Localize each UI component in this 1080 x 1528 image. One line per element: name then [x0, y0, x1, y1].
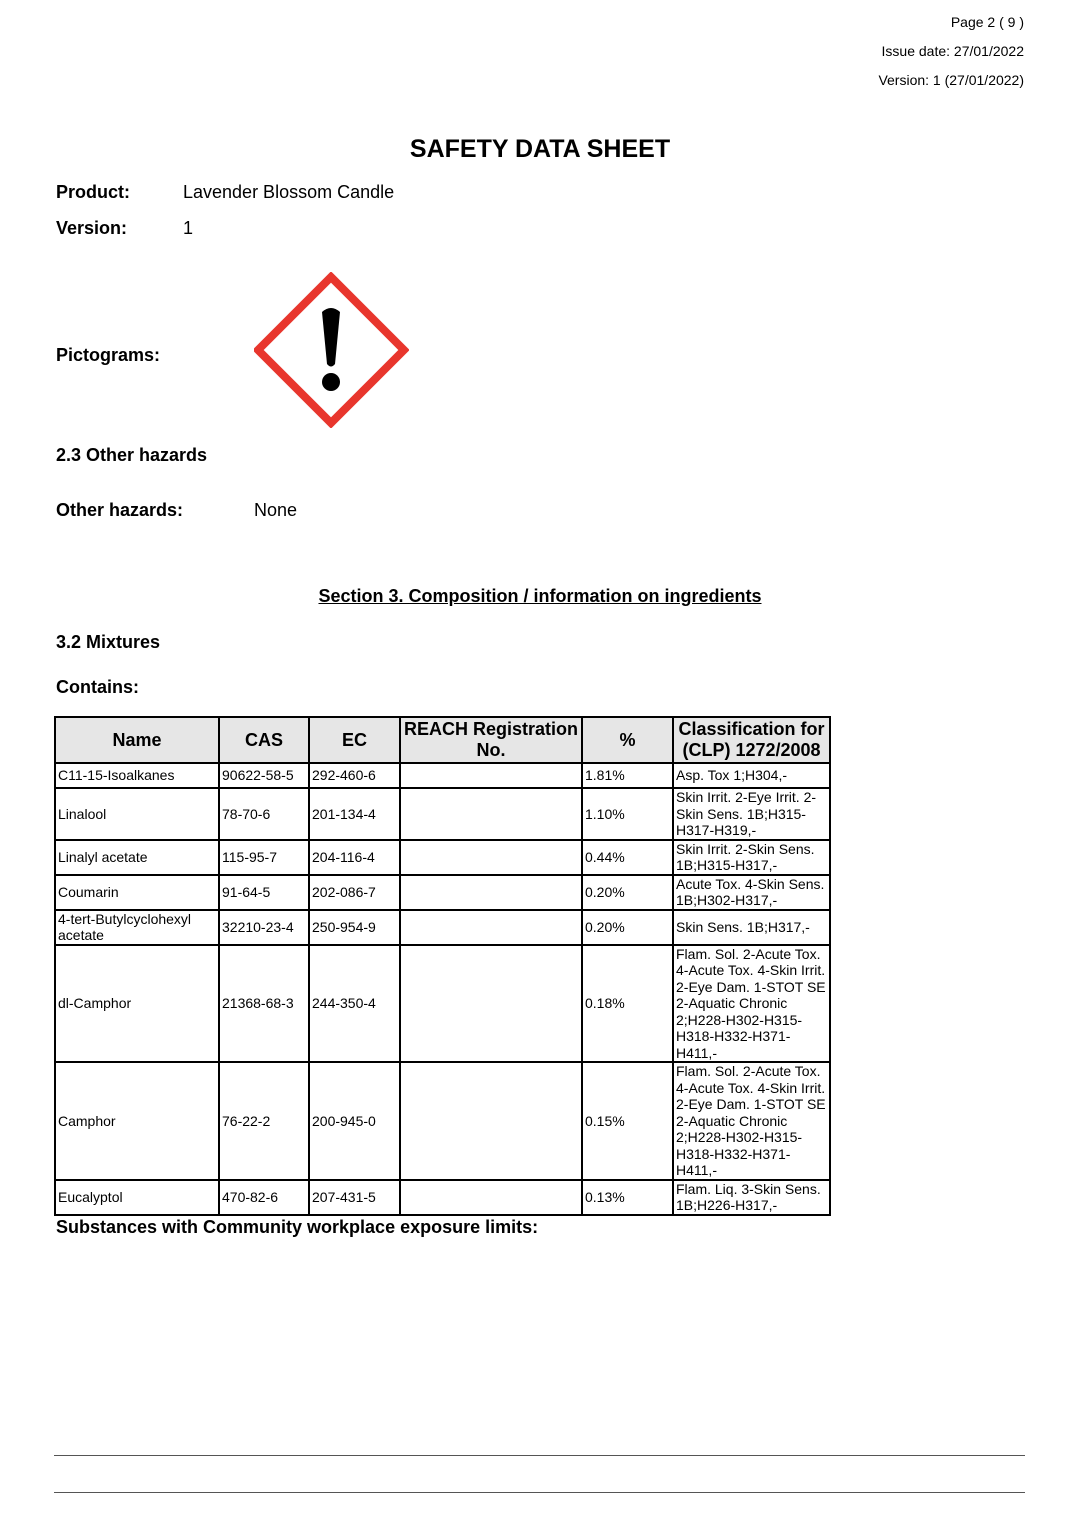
version-info: Version: 1 (27/01/2022)	[878, 72, 1024, 88]
cell-cas: 21368-68-3	[219, 945, 309, 1063]
cell-percent: 0.20%	[582, 875, 673, 910]
cell-name: 4-tert-Butylcyclohexyl acetate	[55, 910, 219, 945]
section3-title: Section 3. Composition / information on ingredients	[318, 586, 762, 606]
cell-percent: 1.10%	[582, 788, 673, 840]
cell-ec: 200-945-0	[309, 1062, 400, 1180]
col-header-cas: CAS	[219, 717, 309, 763]
cell-classification: Acute Tox. 4-Skin Sens. 1B;H302-H317,-	[673, 875, 830, 910]
cell-cas: 115-95-7	[219, 840, 309, 875]
footer-divider-bottom	[54, 1492, 1025, 1493]
cell-cas: 90622-58-5	[219, 763, 309, 788]
table-header-row	[55, 717, 830, 763]
cell-cas: 470-82-6	[219, 1180, 309, 1215]
cell-percent: 0.44%	[582, 840, 673, 875]
col-header-classification: Classification for (CLP) 1272/2008	[673, 717, 830, 763]
footer-divider-top	[54, 1455, 1025, 1456]
cell-ec: 244-350-4	[309, 945, 400, 1063]
cell-reach	[400, 875, 582, 910]
col-header-percent: %	[582, 717, 673, 763]
cell-classification: Skin Sens. 1B;H317,-	[673, 910, 830, 945]
page-number: Page 2 ( 9 )	[950, 14, 1024, 30]
cell-classification: Flam. Sol. 2-Acute Tox. 4-Acute Tox. 4-Skin Irrit. 2-Eye Dam. 1-STOT SE 2-Aquatic Chronic 2;H228-H302-H315-H318-H332-H371-H411,-	[673, 945, 830, 1063]
exposure-limits-heading: Substances with Community workplace exposure limits:	[56, 1217, 539, 1237]
cell-reach	[400, 1180, 582, 1215]
cell-percent: 0.18%	[582, 945, 673, 1063]
cell-percent: 0.20%	[582, 910, 673, 945]
other-hazards-label: Other hazards:	[56, 500, 184, 520]
cell-ec: 292-460-6	[309, 763, 400, 788]
cell-name: Eucalyptol	[55, 1180, 219, 1215]
cell-classification: Flam. Sol. 2-Acute Tox. 4-Acute Tox. 4-Skin Irrit. 2-Eye Dam. 1-STOT SE 2-Aquatic Chronic 2;H228-H302-H315-H318-H332-H371-H411,-	[673, 1062, 830, 1180]
cell-reach	[400, 788, 582, 840]
col-header-name: Name	[55, 717, 219, 763]
version-label: Version:	[56, 218, 128, 238]
cell-ec: 207-431-5	[309, 1180, 400, 1215]
cell-classification: Flam. Liq. 3-Skin Sens. 1B;H226-H317,-	[673, 1180, 830, 1215]
col-header-ec: EC	[309, 717, 400, 763]
cell-cas: 32210-23-4	[219, 910, 309, 945]
cell-name: Linalool	[55, 788, 219, 840]
version-value: 1	[183, 218, 194, 238]
other-hazards-heading: 2.3 Other hazards	[56, 445, 208, 465]
contains-label: Contains:	[56, 677, 139, 697]
cell-reach	[400, 840, 582, 875]
cell-classification: Skin Irrit. 2-Eye Irrit. 2-Skin Sens. 1B;H315-H317-H319,-	[673, 788, 830, 840]
table-row	[55, 910, 830, 945]
cell-ec: 202-086-7	[309, 875, 400, 910]
cell-reach	[400, 945, 582, 1063]
cell-ec: 201-134-4	[309, 788, 400, 840]
table-row	[55, 1180, 830, 1215]
cell-reach	[400, 1062, 582, 1180]
table-row	[55, 840, 830, 875]
product-value: Lavender Blossom Candle	[183, 182, 395, 202]
cell-cas: 76-22-2	[219, 1062, 309, 1180]
cell-name: Coumarin	[55, 875, 219, 910]
cell-name: Camphor	[55, 1062, 219, 1180]
cell-reach	[400, 763, 582, 788]
cell-classification: Skin Irrit. 2-Skin Sens. 1B;H315-H317,-	[673, 840, 830, 875]
cell-name: dl-Camphor	[55, 945, 219, 1063]
mixtures-heading: 3.2 Mixtures	[56, 632, 161, 652]
col-header-reach: REACH Registration No.	[400, 717, 582, 763]
cell-percent: 1.81%	[582, 763, 673, 788]
cell-cas: 91-64-5	[219, 875, 309, 910]
cell-classification: Asp. Tox 1;H304,-	[673, 763, 830, 788]
cell-ec: 204-116-4	[309, 840, 400, 875]
table-row	[55, 875, 830, 910]
cell-name: Linalyl acetate	[55, 840, 219, 875]
other-hazards-value: None	[254, 500, 298, 520]
cell-name: C11-15-Isoalkanes	[55, 763, 219, 788]
cell-percent: 0.13%	[582, 1180, 673, 1215]
exclamation-mark-hazard-icon	[254, 272, 409, 428]
table-row	[55, 788, 830, 840]
table-row	[55, 945, 830, 1063]
table-row	[55, 763, 830, 788]
cell-cas: 78-70-6	[219, 788, 309, 840]
product-label: Product:	[56, 182, 130, 202]
cell-reach	[400, 910, 582, 945]
pictograms-label: Pictograms:	[56, 345, 161, 365]
cell-percent: 0.15%	[582, 1062, 673, 1180]
document-title: SAFETY DATA SHEET	[409, 135, 671, 163]
table-row	[55, 1062, 830, 1180]
cell-ec: 250-954-9	[309, 910, 400, 945]
issue-date: Issue date: 27/01/2022	[881, 43, 1024, 59]
ingredients-table	[54, 716, 831, 1216]
